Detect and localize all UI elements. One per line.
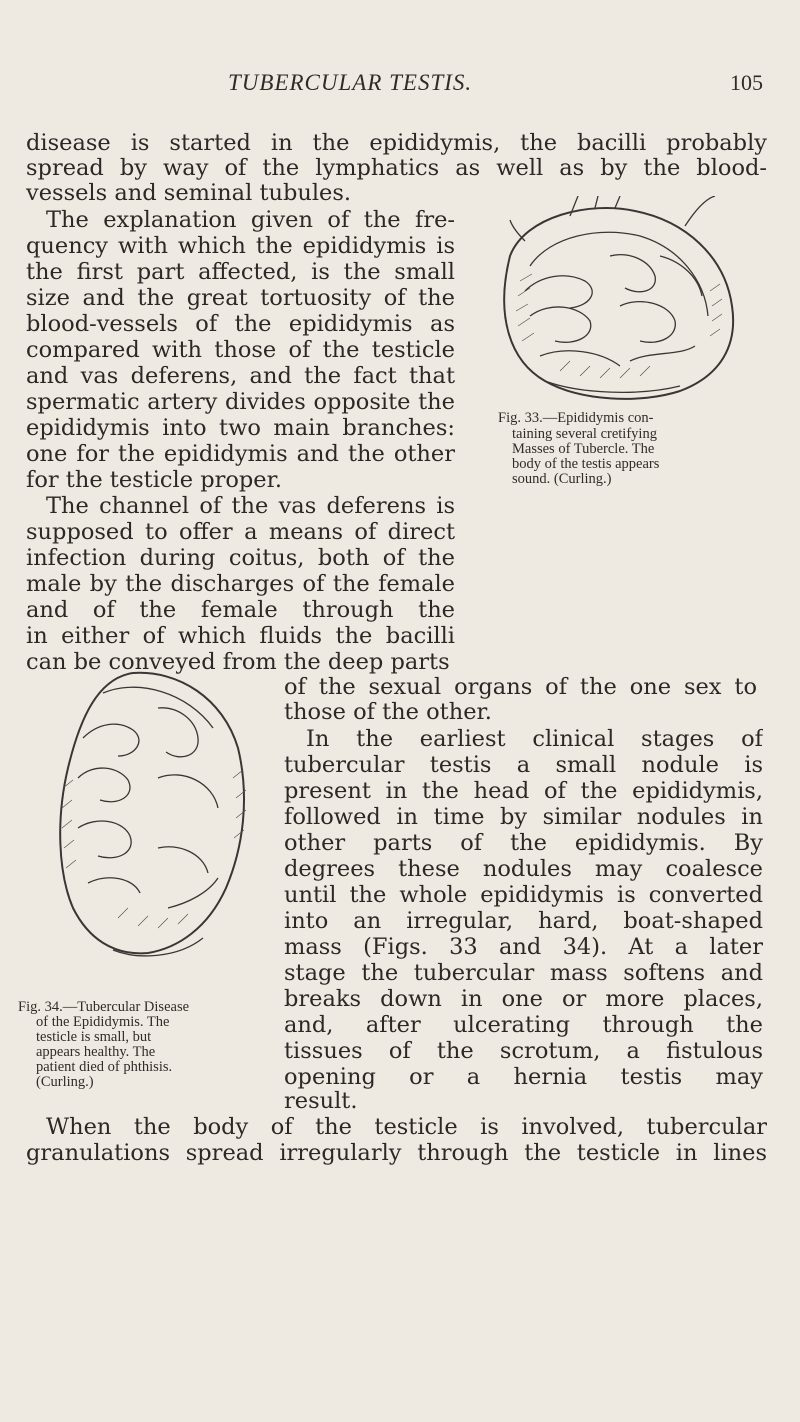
- text-line: spread by way of the lymphatics as well as by the blood-: [26, 155, 767, 181]
- text-line: and of the female through the: [26, 597, 455, 623]
- text-line: mass (Figs. 33 and 34). At a later: [284, 934, 763, 960]
- figure-34-caption-line: testicle is small, but: [36, 1029, 152, 1045]
- figure-33-caption-line: body of the testis appears: [512, 456, 660, 472]
- text-line: When the body of the testicle is involved, tubercular: [46, 1114, 767, 1140]
- epididymis-illustration: [470, 196, 770, 406]
- figure-34: [18, 668, 280, 1090]
- running-title: TUBERCULAR TESTIS.: [228, 70, 473, 95]
- text-line: compared with those of the testicle: [26, 337, 455, 363]
- text-line: opening or a hernia testis may: [284, 1064, 763, 1090]
- text-line: the first part affected, is the small: [26, 259, 455, 285]
- text-line: size and the great tortuosity of the: [26, 285, 455, 311]
- text-line: The channel of the vas deferens is: [46, 493, 455, 519]
- text-line: tubercular testis a small nodule is: [284, 752, 763, 778]
- text-line: supposed to offer a means of direct: [26, 519, 455, 545]
- text-line: infection during coitus, both of the: [26, 545, 455, 571]
- text-line: disease is started in the epididymis, the bacilli probably: [26, 130, 767, 156]
- tubercular-epididymis-illustration: [18, 668, 280, 803]
- text-line: present in the head of the epididymis,: [284, 778, 763, 804]
- text-line: quency with which the epididymis is: [26, 233, 455, 259]
- figure-33-caption-line: taining several cretifying: [512, 426, 657, 442]
- text-line: for the testicle proper.: [26, 467, 283, 493]
- text-line: and, after ulcerating through the: [284, 1012, 763, 1038]
- text-line: those of the other.: [284, 699, 492, 725]
- text-line: and vas deferens, and the fact that: [26, 363, 455, 389]
- figure-34-caption-line: patient died of phthisis.: [36, 1059, 173, 1075]
- text-line: into an irregular, hard, boat-shaped: [284, 908, 763, 934]
- text-line: In the earliest clinical stages of: [306, 726, 763, 752]
- text-line: The explanation given of the fre-: [46, 207, 455, 233]
- figure-33-caption-line: sound. (Curling.): [512, 471, 612, 487]
- text-line: stage the tubercular mass softens and: [284, 960, 763, 986]
- text-line: one for the epididymis and the other: [26, 441, 455, 467]
- figure-33-caption-line: Fig. 33.—Epididymis con-: [498, 410, 654, 426]
- text-line: until the whole epididymis is converted: [284, 882, 763, 908]
- text-line: breaks down in one or more places,: [284, 986, 763, 1012]
- figure-34-caption-line: appears healthy. The: [36, 1044, 156, 1060]
- text-line: male by the discharges of the female: [26, 571, 455, 597]
- figure-34-caption-line: of the Epididymis. The: [36, 1014, 170, 1030]
- text-line: other parts of the epididymis. By: [284, 830, 763, 856]
- text-line: granulations spread irregularly through the testicle in lines: [26, 1140, 767, 1166]
- text-line: followed in time by similar nodules in: [284, 804, 763, 830]
- text-line: tissues of the scrotum, a fistulous: [284, 1038, 763, 1064]
- text-line: spermatic artery divides opposite the: [26, 389, 455, 415]
- text-line: can be conveyed from the deep parts: [26, 649, 450, 675]
- text-line: blood-vessels of the epididymis as: [26, 311, 455, 337]
- running-header: [0, 70, 800, 104]
- text-line: of the sexual organs of the one sex to: [284, 674, 757, 700]
- page-number: 105: [730, 70, 763, 95]
- figure-33: [470, 196, 770, 596]
- text-line: degrees these nodules may coalesce: [284, 856, 763, 882]
- text-line: result.: [284, 1088, 358, 1114]
- text-line: in either of which fluids the bacilli: [26, 623, 455, 649]
- figure-34-caption-line: Fig. 34.—Tubercular Disease: [18, 999, 190, 1015]
- text-line: epididymis into two main branches:: [26, 415, 455, 441]
- figure-34-caption-line: (Curling.): [36, 1074, 94, 1090]
- figure-33-caption-line: Masses of Tubercle. The: [512, 441, 655, 457]
- text-line: vessels and seminal tubules.: [26, 180, 352, 206]
